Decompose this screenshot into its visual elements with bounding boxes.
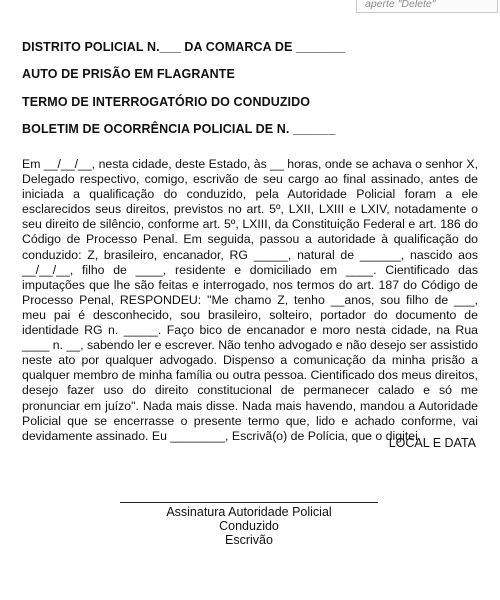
authority-signature-label: Assinatura Autoridade Policial — [166, 505, 332, 519]
interrogation-heading: TERMO DE INTERROGATÓRIO DO CONDUZIDO — [22, 95, 311, 109]
delete-hint-box — [356, 0, 498, 13]
clerk-label: Escrivão — [225, 533, 273, 547]
district-heading: DISTRITO POLICIAL N.___ DA COMARCA DE _______ — [22, 40, 346, 54]
detainee-label: Conduzido — [219, 519, 279, 533]
body-paragraph: Em __/__/__, nesta cidade, deste Estado, às __ horas, onde se achava o senhor X, Delegado respectivo, comigo, escrivão de seu cargo ao final assinado, antes de iniciada a qualificação do conduzido, pela Autoridade Policial foram a ele esclarecidos seus direitos, previstos no art. 5º, LXII, LXIII e LXIV, notadamente o seu direito de silêncio, conforme art. 5º, LXIII, da Constituição Federal e art. 186 do Código de Processo Penal. Em seguida, passou a autoridade à qualificação do conduzido: Z, brasileiro, encanador, RG _____, natural de ______, nascido aos __/__/__, filho de ____, residente e domiciliado em ____. Cientificado das imputações que lhe são feitas e interrogado, nos termos do art. 187 do Código de Processo Penal, RESPONDEU: "Me chamo Z, tenho __anos, sou filho de ___, meu pai é desconhecido, sou brasileiro, solteiro, portador do documento de identidade RG n. _____. Faço bico de encanador e moro nesta cidade, na Rua ____ n. __, sabendo ler e escrever. Não tenho advogado e não desejo ser assistido neste ato por qualquer advogado. Dispenso a comunicação da minha prisão a qualquer membro de minha família ou outra pessoa. Cientificado dos meus direitos, desejo fazer uso do direito constitucional de permanecer calado e só me pronunciar em juízo". Nada mais disse. Nada mais havendo, mandou a Autoridade Policial que se encerrasse o presente termo que, lido e achado conforme, vai devidamente assinado. Eu ________, Escrivã(o) de Polícia, que o digitei. — [22, 157, 482, 443]
place-and-date: LOCAL E DATA — [388, 436, 476, 450]
signature-line — [120, 502, 378, 503]
arrest-record-heading: AUTO DE PRISÃO EM FLAGRANTE — [22, 67, 235, 81]
delete-hint-text: aperte "Delete" — [365, 0, 436, 10]
police-report-heading: BOLETIM DE OCORRÊNCIA POLICIAL DE N. ______ — [22, 122, 336, 136]
